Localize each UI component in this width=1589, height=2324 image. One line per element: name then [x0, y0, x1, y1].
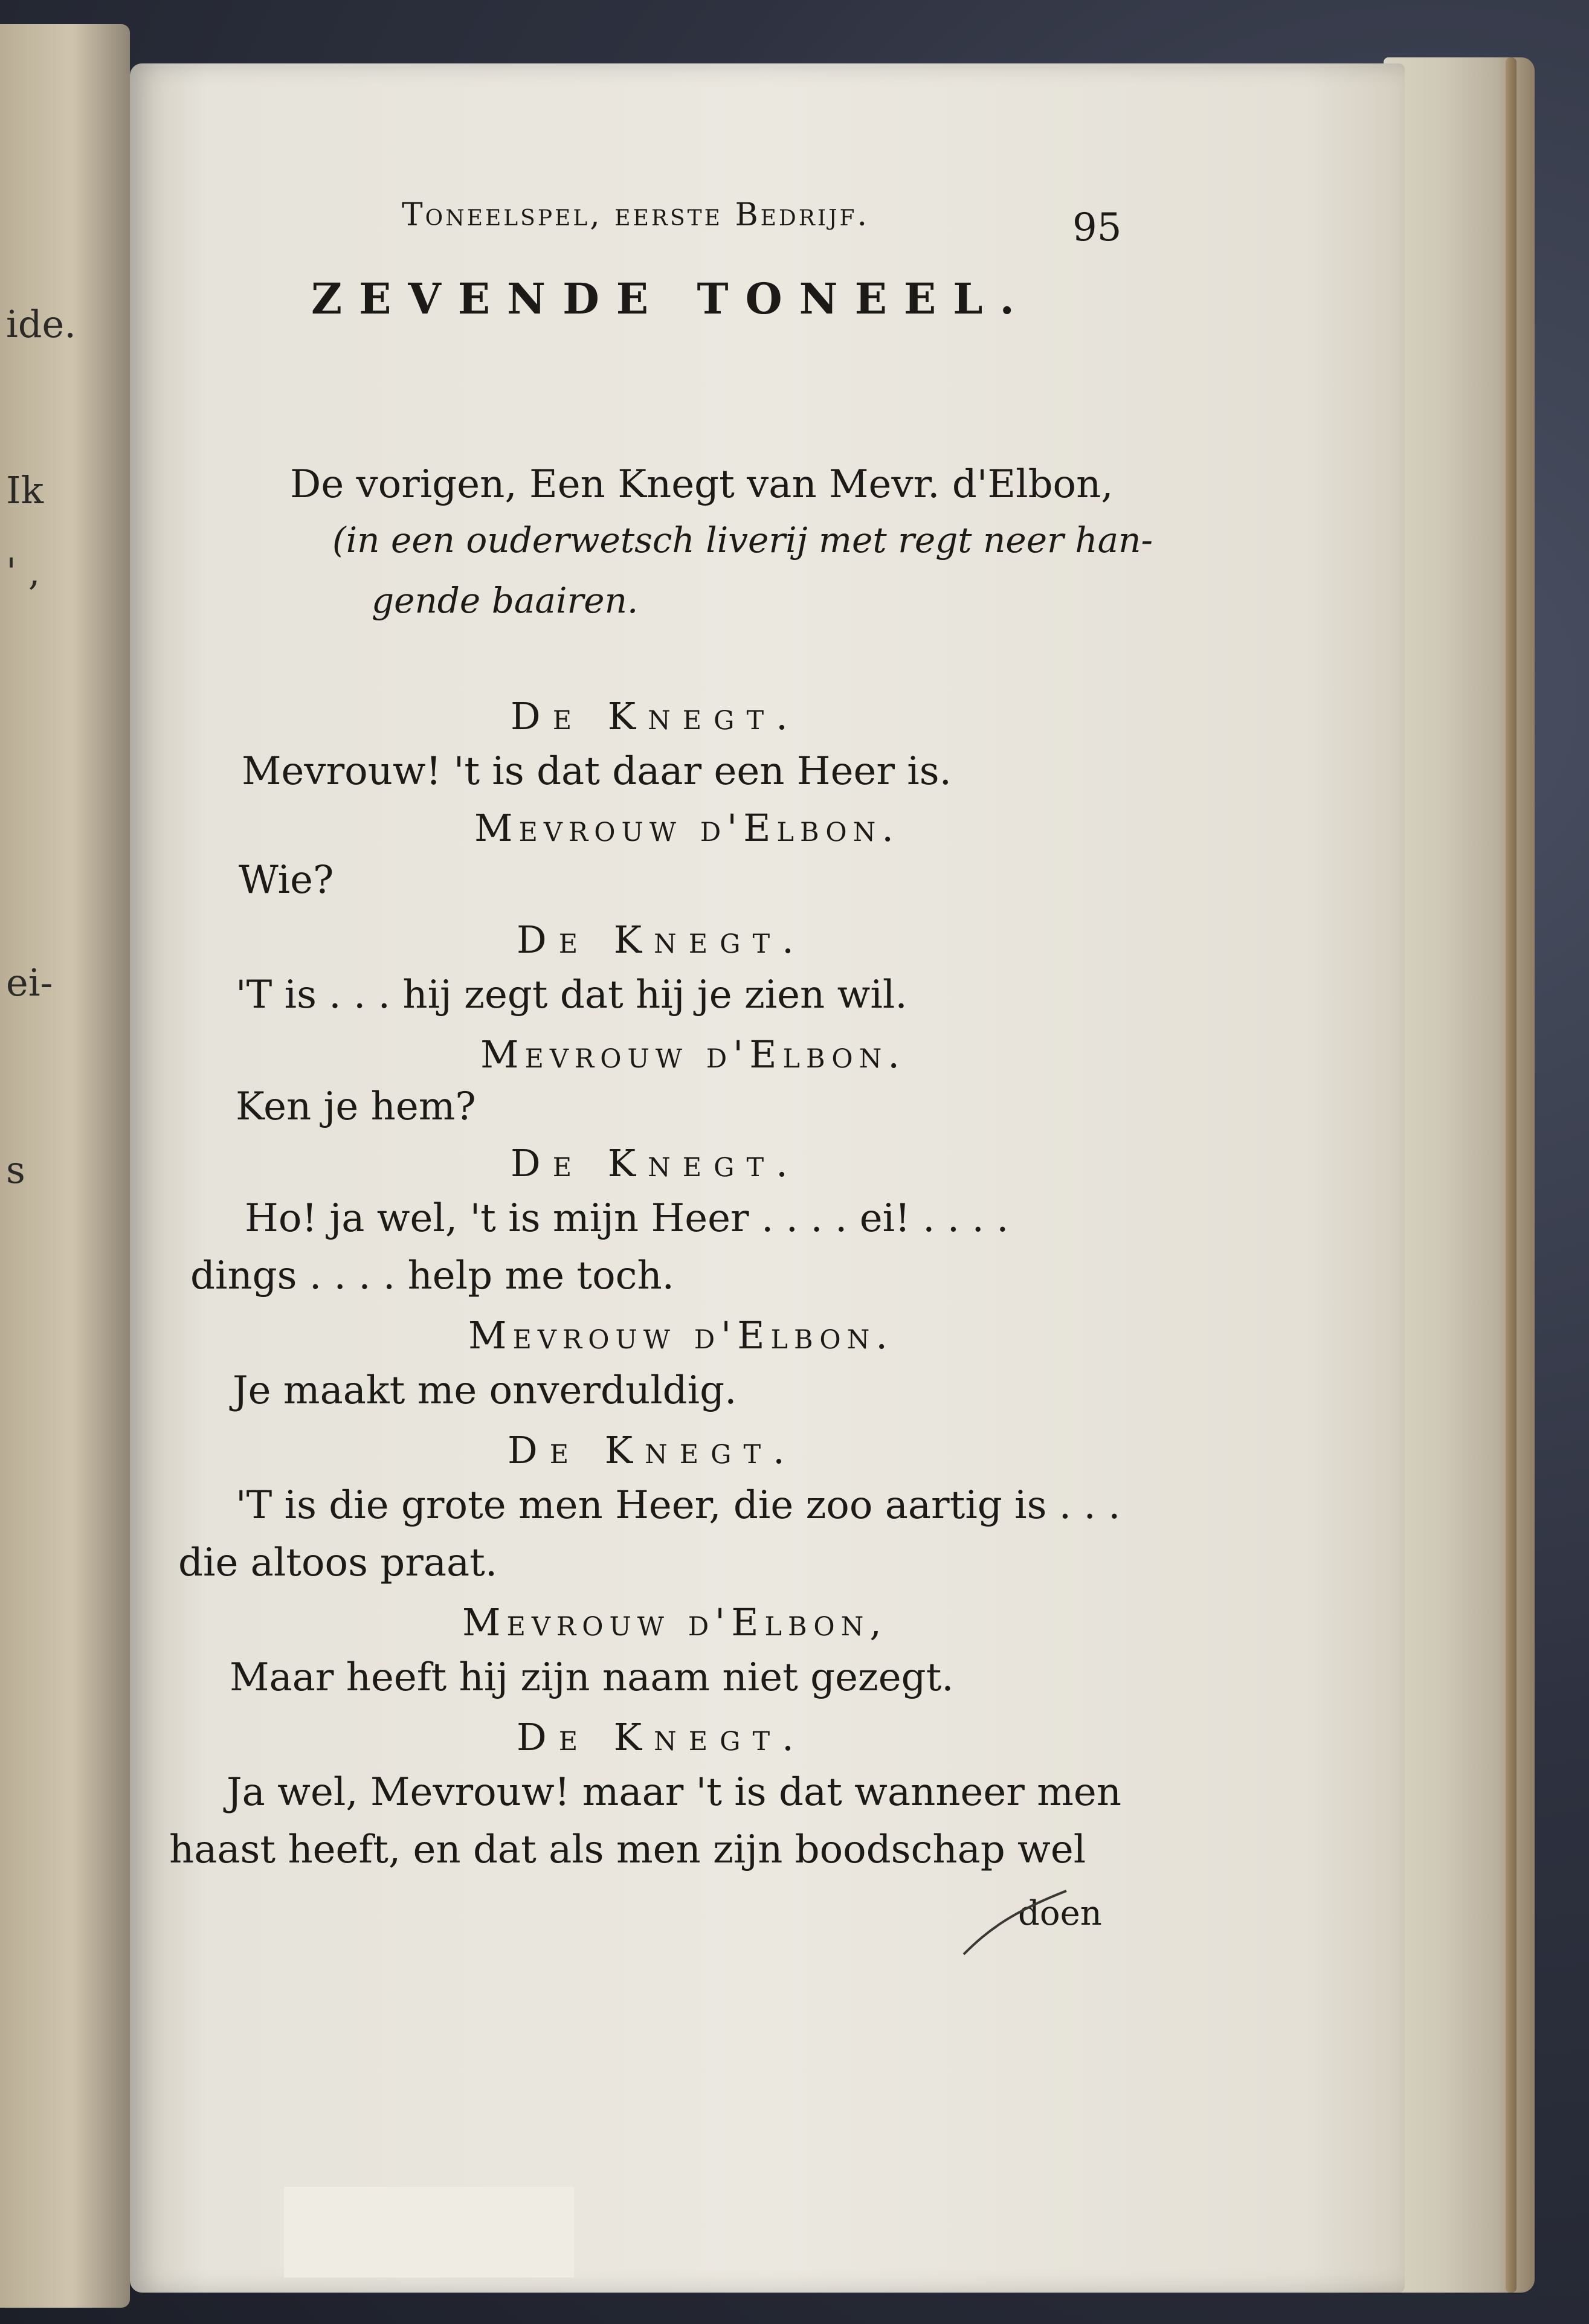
speech-line: haast heeft, en dat als men zijn boodschap wel — [169, 1827, 1086, 1872]
speaker-label: Mevrouw d'Elbon. — [468, 1313, 894, 1357]
speech-line: Wie? — [239, 858, 334, 903]
page-number: 95 — [1072, 205, 1122, 250]
catchword: doen — [1018, 1894, 1102, 1933]
facing-page-left — [0, 24, 130, 2308]
speaker-label: De Knegt. — [517, 1715, 806, 1759]
scene-title: ZEVENDE TONEEL. — [311, 274, 1031, 324]
speech-line: die altoos praat. — [178, 1540, 498, 1585]
stage-direction-line: (in een ouderwetsch liverij met regt neer han- — [332, 520, 1153, 561]
speech-line: dings . . . . help me toch. — [190, 1254, 674, 1298]
paper-strip — [284, 2187, 574, 2277]
stage-direction-line: De vorigen, Een Knegt van Mevr. d'Elbon, — [290, 462, 1114, 507]
left-page-fragment: ' , — [6, 550, 40, 594]
speaker-label: De Knegt. — [511, 694, 800, 738]
page-text — [130, 63, 1405, 2293]
speaker-label: De Knegt. — [511, 1141, 800, 1185]
running-head: Toneelspel, eerste Bedrijf. — [402, 197, 870, 233]
speaker-label: Mevrouw d'Elbon, — [462, 1600, 888, 1644]
speech-line: 'T is die grote men Heer, die zoo aartig is . . . — [236, 1483, 1121, 1528]
page-edges — [1384, 57, 1535, 2293]
speaker-label: De Knegt. — [517, 918, 806, 962]
speech-line: Ho! ja wel, 't is mijn Heer . . . . ei! . . . . — [245, 1196, 1009, 1241]
book-page — [130, 63, 1405, 2293]
speaker-label: Mevrouw d'Elbon. — [474, 806, 900, 850]
speaker-label: Mevrouw d'Elbon. — [480, 1032, 906, 1077]
left-page-fragment: s — [6, 1148, 25, 1192]
left-page-fragment: ide. — [6, 302, 76, 346]
pencil-stroke-mark — [952, 1888, 1085, 1960]
speech-line: Ken je hem? — [236, 1084, 476, 1129]
speech-line: 'T is . . . hij zegt dat hij je zien wil. — [236, 973, 907, 1017]
speaker-label: De Knegt. — [508, 1428, 797, 1472]
speech-line: Mevrouw! 't is dat daar een Heer is. — [242, 749, 952, 794]
left-page-fragment: ei- — [6, 961, 53, 1005]
left-page-fragment: Ik — [6, 468, 44, 512]
stage-direction-line: gende baairen. — [372, 580, 639, 621]
speech-line: Je maakt me onverduldig. — [233, 1368, 737, 1413]
speech-line: Ja wel, Mevrouw! maar 't is dat wanneer men — [227, 1770, 1121, 1815]
speech-line: Maar heeft hij zijn naam niet gezegt. — [230, 1655, 954, 1700]
